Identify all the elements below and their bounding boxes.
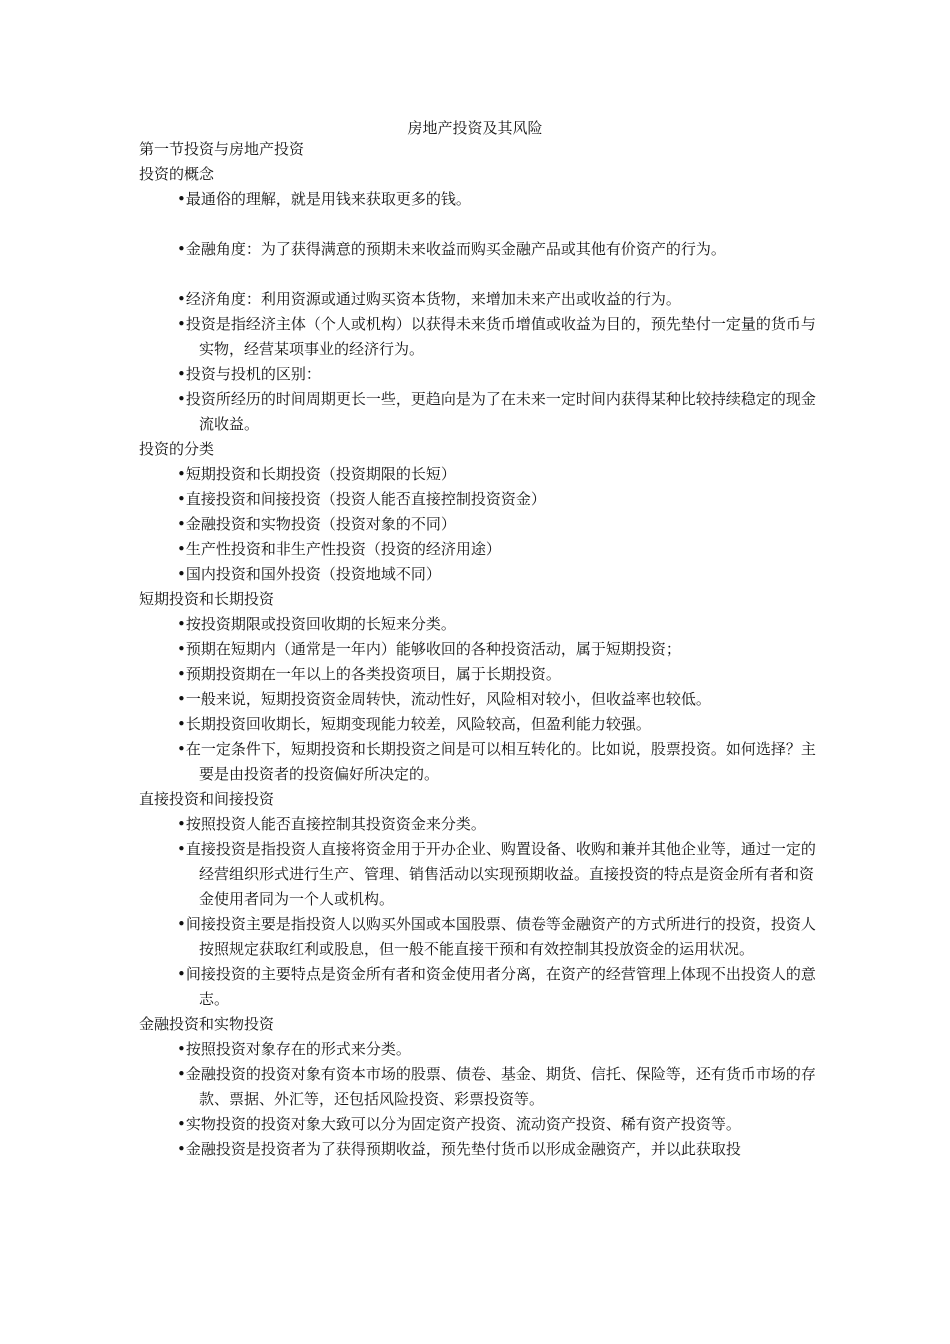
document-title: 房地产投资及其风险 (407, 119, 543, 137)
document-body (139, 137, 824, 1162)
list-item: •间接投资主要是指投资人以购买外国或本国股票、债卷等金融资产的方式所进行的投资，投资人按照规定获取红利或股息，但一般不能直接干预和有效控制其投放资金的运用状况。 (177, 915, 816, 958)
section-heading: 投资的分类 (139, 440, 215, 458)
bullet-list (139, 612, 824, 787)
bullet-list (139, 187, 824, 437)
bullet-list (139, 1037, 824, 1162)
list-item: •金融角度：为了获得满意的预期未来收益而购买金融产品或其他有价资产的行为。 (177, 240, 726, 258)
list-item: •金融投资和实物投资（投资对象的不同） (177, 515, 456, 533)
list-item: •一般来说，短期投资资金周转快，流动性好，风险相对较小，但收益率也较低。 (177, 690, 711, 708)
section-heading: 投资的概念 (139, 165, 215, 183)
list-item: •投资是指经济主体（个人或机构）以获得未来货币增值或收益为目的，预先垫付一定量的货币与实物，经营某项事业的经济行为。 (177, 315, 816, 358)
list-item: •投资与投机的区别： (177, 365, 321, 383)
list-item: •国内投资和国外投资（投资地域不同） (177, 565, 441, 583)
list-item: •金融投资的投资对象有资本市场的股票、债卷、基金、期货、信托、保险等，还有货币市场的存款、票据、外汇等，还包括风险投资、彩票投资等。 (177, 1065, 816, 1108)
list-item: •按投资期限或投资回收期的长短来分类。 (177, 615, 456, 633)
spacer (139, 212, 824, 237)
bullet-list (139, 812, 824, 1012)
list-item: •预期投资期在一年以上的各类投资项目，属于长期投资。 (177, 665, 561, 683)
list-item: •实物投资的投资对象大致可以分为固定资产投资、流动资产投资、稀有资产投资等。 (177, 1115, 741, 1133)
list-item: •投资所经历的时间周期更长一些，更趋向是为了在未来一定时间内获得某种比较持续稳定的现金流收益。 (177, 390, 816, 433)
section-heading: 短期投资和长期投资 (139, 590, 275, 608)
list-item: •在一定条件下，短期投资和长期投资之间是可以相互转化的。比如说，股票投资。如何选择？主要是由投资者的投资偏好所决定的。 (177, 740, 816, 783)
bullet-list (139, 462, 824, 587)
section-heading: 第一节投资与房地产投资 (139, 140, 305, 158)
list-item: •长期投资回收期长，短期变现能力较差，风险较高，但盈利能力较强。 (177, 715, 651, 733)
list-item: •最通俗的理解，就是用钱来获取更多的钱。 (177, 190, 471, 208)
list-item: •间接投资的主要特点是资金所有者和资金使用者分离，在资产的经营管理上体现不出投资人的意志。 (177, 965, 816, 1008)
list-item: •直接投资是指投资人直接将资金用于开办企业、购置设备、收购和兼并其他企业等，通过一定的经营组织形式进行生产、管理、销售活动以实现预期收益。直接投资的特点是资金所有者和资金使用者同为一个人或机构。 (177, 840, 816, 908)
list-item: •直接投资和间接投资（投资人能否直接控制投资资金） (177, 490, 546, 508)
list-item: •按照投资对象存在的形式来分类。 (177, 1040, 411, 1058)
list-item: •预期在短期内（通常是一年内）能够收回的各种投资活动，属于短期投资； (177, 640, 681, 658)
list-item: •生产性投资和非生产性投资（投资的经济用途） (177, 540, 501, 558)
section-heading: 直接投资和间接投资 (139, 790, 275, 808)
list-item: •按照投资人能否直接控制其投资资金来分类。 (177, 815, 486, 833)
section-heading: 金融投资和实物投资 (139, 1015, 275, 1033)
list-item: •金融投资是投资者为了获得预期收益，预先垫付货币以形成金融资产，并以此获取投 (177, 1140, 741, 1158)
list-item: •经济角度：利用资源或通过购买资本货物，来增加未来产出或收益的行为。 (177, 290, 681, 308)
spacer (139, 262, 824, 287)
list-item: •短期投资和长期投资（投资期限的长短） (177, 465, 456, 483)
